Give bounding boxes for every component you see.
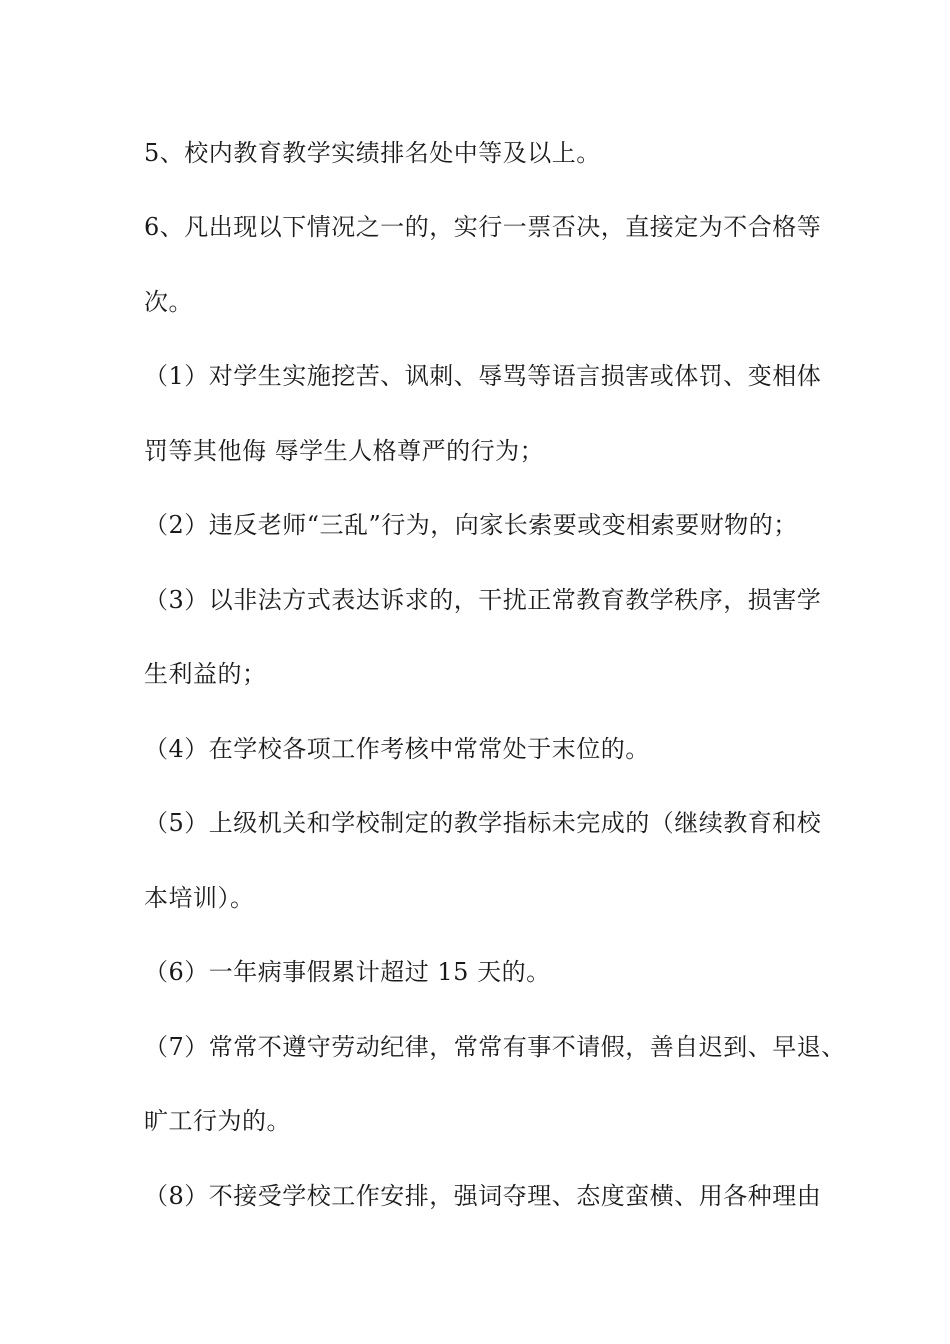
text-line: 生利益的；: [144, 660, 267, 688]
text-line: （6）一年病事假累计超过 15 天的。: [144, 958, 551, 986]
text-line: 5、校内教育教学实绩排名处中等及以上。: [144, 139, 601, 167]
text-line: （3）以非法方式表达诉求的，干扰正常教育教学秩序，损害学: [144, 586, 822, 614]
text-line: （4）在学校各项工作考核中常常处于末位的。: [144, 735, 650, 763]
text-line: （1）对学生实施挖苦、讽刺、辱骂等语言损害或体罚、变相体: [144, 362, 822, 390]
text-line: （2）违反老师“三乱”行为，向家长索要或变相索要财物的；: [144, 511, 798, 539]
text-line: 6、凡出现以下情况之一的，实行一票否决，直接定为不合格等: [144, 213, 822, 241]
text-line: （8）不接受学校工作安排，强词夺理、态度蛮横、用各种理由: [144, 1182, 822, 1210]
text-line: （5）上级机关和学校制定的教学指标未完成的（继续教育和校: [144, 809, 822, 837]
text-line: 本培训）。: [144, 884, 255, 912]
text-line: 罚等其他侮 辱学生人格尊严的行为；: [144, 437, 545, 465]
text-line: 次。: [144, 288, 193, 316]
text-line: 旷工行为的。: [144, 1107, 291, 1135]
text-line: （7）常常不遵守劳动纪律，常常有事不请假，善自迟到、早退、: [144, 1033, 846, 1061]
